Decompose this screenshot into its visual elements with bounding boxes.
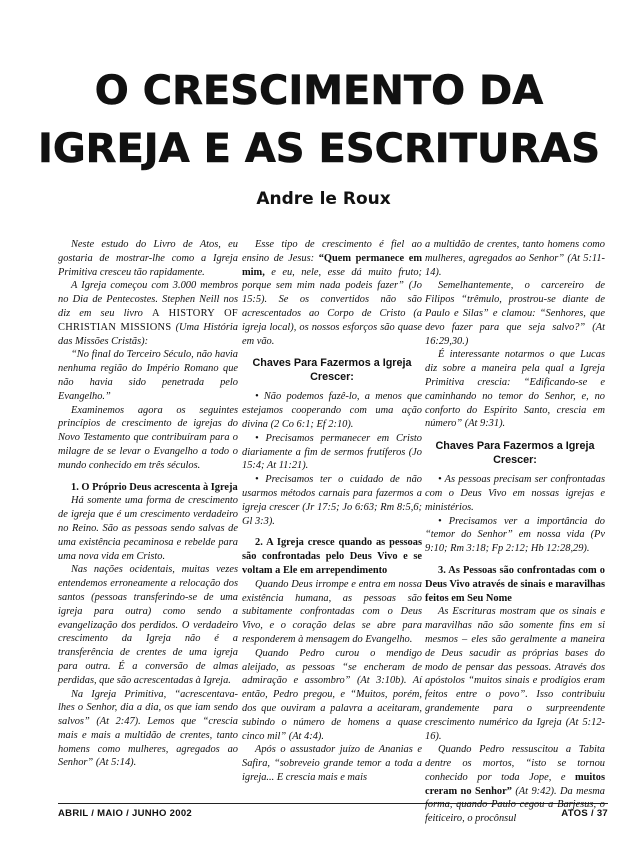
paragraph: Esse tipo de crescimento é fiel ao ensino de Jesus: “Quem permanece em mim, e eu, nele, esse dá muito fruto; porque sem mim nada podeis fazer” (Jo 15:5). Se os convertidos não são acrescentados ao Corpo de Cristo (a igreja local), os nossos esforços são quase em vão. — [242, 239, 422, 347]
paragraph: Quando Pedro curou o mendigo aleijado, as pessoas “se encheram de admiração e assombro” (At 3:10b). Aí então, Pedro pregou, e “Muitos, porém, dos que ouviram a palavra a aceitaram, subindo o número de homens a quase cinco mil” (At 4:4). — [242, 647, 422, 742]
quote-paragraph: “No final do Terceiro Século, não havia nenhuma região do Império Romano que não havia sido penetrada pelo Evangelho.” — [58, 349, 238, 402]
book-title: A HISTORY OF CHRISTIAN MISSIONS — [58, 307, 238, 333]
paragraph: Quando Deus irrompe e entra em nossa existência humana, as pessoas são subitamente confrontadas com o Deus Vivo, e o coração delas se abre para responderem à mensagem do Evangelho. — [242, 578, 422, 645]
paragraph: É interessante notarmos o que Lucas diz sobre a maneira pela qual a Igreja Primitiva crescia: “Edificando-se e caminhando no temor do Senhor, e, no conforto do Espírito Santo, crescia em número” (At 9:31). — [425, 349, 605, 430]
paragraph: Semelhantemente, o carcereiro de Filipos “trêmulo, prostrou-se diante de Paulo e Silas” e clamou: “Senhores, que devo fazer para que seja salvo?” (At 16:29,30.) — [425, 280, 605, 347]
footer-divider — [58, 803, 608, 804]
bullet-item: • Precisamos permanecer em Cristo diariamente a fim de sermos frutíferos (Jo 15:4; At 11:21). — [242, 432, 422, 472]
paragraph: Após o assustador juízo de Ananias e Safira, “sobreveio grande temor a toda a igreja... E crescia mais e mais — [242, 744, 422, 783]
paragraph: Neste estudo do Livro de Atos, eu gostaria de mostrar-lhe como a Igreja Primitiva cresceu tão rapidamente. — [58, 239, 238, 278]
section-heading-3: 3. As Pessoas são confrontadas com o Deus Vivo através de sinais e maravilhas feitos em Seu Nome — [425, 564, 605, 604]
paragraph: Nas nações ocidentais, muitas vezes entendemos erroneamente a relocação dos santos (pessoas transferindo-se de uma igreja para outra) como sendo a evangelização dos perdidos. O verdadeiro crescimento da Igreja não é a transferência de crentes de uma igreja para outra. É a conversão de almas perdidas, que são acrescentadas à Igreja. — [58, 564, 238, 686]
bold-quote: muitos creram no Senhor” — [425, 771, 605, 797]
keys-heading: Chaves Para Fazermos a Igreja Crescer: — [252, 357, 412, 384]
footer-issue-date: ABRIL / MAIO / JUNHO 2002 — [58, 808, 193, 819]
title-line-1: O CRESCIMENTO DA — [94, 68, 544, 114]
paragraph: As Escrituras mostram que os sinais e maravilhas não são somente fins em si mesmos – eles são geralmente a maneira de Deus sacudir as próprias bases do modo de pensar das pessoas. Através dos apóstolos “muitos sinais e prodígios eram feitos entre o povo”. Isso contribuiu grandemente para o surpreendente crescimento numérico da Igreja (At 5:12-16). — [425, 606, 605, 742]
keys-heading: Chaves Para Fazermos a Igreja Crescer: — [435, 440, 595, 467]
section-heading-1: 1. O Próprio Deus acrescenta à Igreja — [71, 481, 238, 493]
text-column-1 — [58, 238, 238, 800]
author-byline: Andre le Roux — [256, 189, 391, 209]
paragraph: Quando Pedro ressuscitou a Tabita dentre os mortos, “isto se tornou conhecido por toda Jope, e muitos creram no Senhor” (At 9:42). Da mesma forma, quando Paulo cegou a Barjesus, o feiticeiro, o procônsul — [425, 744, 605, 825]
bullet-item: • As pessoas precisam ser confrontadas com o Deus Vivo em nossas igrejas e ministérios. — [425, 474, 605, 513]
bullet-item: • Precisamos ter o cuidado de não usarmos métodos carnais para fazermos a igreja crescer (Jr 17:5; Jo 6:63; Rm 8:5,6; Gl 3:3). — [242, 474, 422, 527]
paragraph: Examinemos agora os seguintes princípios de crescimento de igrejas do Novo Testamento que contribuíram para o milagre de se levar o Evangelho a todo o mundo conhecido em três séculos. — [58, 404, 238, 471]
footer-page-number: ATOS / 37 — [561, 808, 608, 819]
section-heading-2: 2. A Igreja cresce quando as pessoas são confrontadas pelo Deus Vivo e se voltam a Ele em arrependimento — [242, 537, 422, 576]
bullet-item: • Não podemos fazê-lo, a menos que estejamos cooperando com uma ação divina (2 Co 6:1; Ef 2:10). — [242, 391, 422, 430]
text-column-2 — [242, 238, 422, 800]
bold-quote: “Quem permanece em mim, — [242, 252, 422, 278]
paragraph: Na Igreja Primitiva, ‘‘acrescentava-lhes o Senhor, dia a dia, os que iam sendo salvos” (At 2:47). Lemos que “crescia mais e mais a multidão de crentes, tanto homens como mulheres, agregados ao Senhor” (At 5:14). — [58, 688, 238, 769]
article-title — [0, 62, 638, 178]
bullet-item: • Precisamos ver a importância do “temor do Senhor” em nossa vida (Pv 9:10; Rm 3:18; Fp 2:12; Hb 12:28,29). — [425, 515, 605, 555]
paragraph: Há somente uma forma de crescimento de igreja que é um crescimento verdadeiro no Reino. São as pessoas sendo salvas de uma existência pecaminosa e rebelde para uma nova vida em Cristo. — [58, 495, 238, 562]
title-line-2: IGREJA E AS ESCRITURAS — [37, 126, 601, 172]
paragraph: a multidão de crentes, tanto homens como mulheres, agregados ao Senhor” (At 5:11-14). — [425, 239, 605, 278]
paragraph: A Igreja começou com 3.000 membros no Dia de Pentecostes. Stephen Neill nos diz em seu livro A HISTORY OF CHRISTIAN MISSIONS (Uma História das Missões Cristãs): — [58, 280, 238, 347]
